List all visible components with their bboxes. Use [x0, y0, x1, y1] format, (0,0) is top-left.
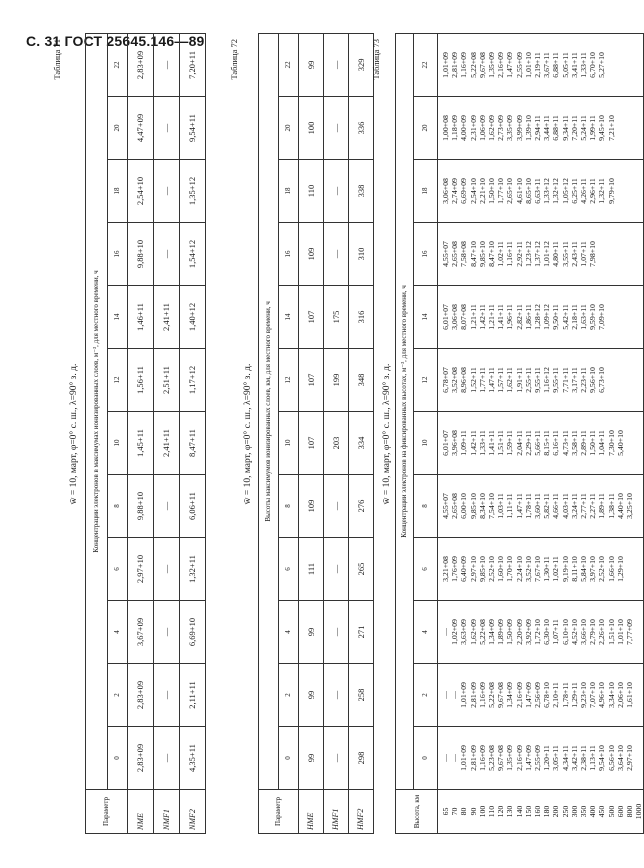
table-71 — [85, 33, 206, 834]
hour-header: 0 — [414, 727, 438, 790]
hour-header: 14 — [279, 286, 299, 349]
cell: 2,11+11 — [180, 664, 206, 727]
hour-header: 18 — [108, 160, 128, 223]
hour-header: 22 — [279, 33, 299, 96]
cell: 2,41+11 — [154, 412, 180, 475]
param-name: HMF2 — [349, 790, 374, 834]
cell: 258 — [349, 664, 374, 727]
hour-header: 16 — [279, 223, 299, 286]
table-row — [349, 33, 374, 833]
cell: 6,06+11 — [180, 475, 206, 538]
cell: — — [324, 475, 349, 538]
cell: 2,54+10 — [128, 160, 154, 223]
column-values: — 1,02+09 3,63+09 1,62+09 5,22+08 1,34+09 1,89+09 1,50+09 2,20+09 3,92+09 1,72+10 6,30+10 1,07+11 6,10+10 4,52+10 3,66+10 2,79+10 2,26+10 1,51+10 1,01+10 7,77+09 — [441, 619, 635, 645]
hour-header: 10 — [414, 412, 438, 475]
table-row — [180, 33, 206, 833]
cell: 298 — [349, 727, 374, 790]
column-values: 4,55+07 2,65+08 6,00+10 9,85+10 8,34+10 7,54+10 1,03+11 1,11+11 1,47+11 1,78+11 3,60+11 5,82+11 4,66+11 4,03+11 3,24+11 2,77+11 2,27+11 1,89+11 1,38+11 4,40+10 3,25+10 — [441, 493, 635, 519]
cell: 99 — [299, 727, 324, 790]
column-values: — — 1,01+09 2,81+09 1,16+09 5,22+08 9,67+08 1,34+09 2,16+09 1,47+09 2,56+09 6,78+10 2,10+11 1,78+11 1,29+11 9,23+10 7,07+10 4,96+10 3,34+10 2,06+10 1,61+10 — [441, 682, 635, 708]
column-values: 6,78+07 3,52+08 8,96+08 1,52+11 1,77+11 1,47+11 1,57+11 1,62+11 1,91+11 2,55+11 9,55+11 1,16+12 9,55+11 7,71+11 3,17+11 2,23+11 9,56+10 6,73+10 — [441, 367, 607, 393]
height-list: 65 70 80 90 100 110 120 130 140 150 160 180 200 250 300 350 400 450 500 600 800 1000 — [441, 803, 644, 820]
hour-header: 22 — [414, 33, 438, 96]
cell: 1,45+11 — [128, 412, 154, 475]
table-row — [324, 33, 349, 833]
table-71-caption: Таблица 71 — [52, 39, 62, 80]
cell: 2,41+11 — [154, 286, 180, 349]
hour-header: 12 — [108, 349, 128, 412]
cell: — — [324, 160, 349, 223]
table-72-caption: Таблица 72 — [229, 39, 239, 80]
cell: — — [154, 475, 180, 538]
table-73 — [395, 33, 644, 834]
hour-header: 6 — [108, 538, 128, 601]
cell: 329 — [349, 33, 374, 96]
param-name: NMF2 — [180, 790, 206, 834]
hour-header: 10 — [108, 412, 128, 475]
hour-header: 10 — [279, 412, 299, 475]
cell: 316 — [349, 286, 374, 349]
cell: 100 — [299, 97, 324, 160]
cell: 4,47+09 — [128, 97, 154, 160]
hour-header: 2 — [279, 664, 299, 727]
cell: — — [324, 223, 349, 286]
cell: 4,35+11 — [180, 727, 206, 790]
cell: 107 — [299, 349, 324, 412]
hour-header: 6 — [414, 538, 438, 601]
cell: 1,56+11 — [128, 349, 154, 412]
table-73-subtitle: Концентрации электронов на фиксированных высотах, м⁻³, для местного времени, ч — [396, 33, 414, 789]
hour-header: 14 — [414, 286, 438, 349]
cell: 338 — [349, 160, 374, 223]
cell: 348 — [349, 349, 374, 412]
table-row — [438, 33, 644, 833]
cell: 336 — [349, 97, 374, 160]
hour-header: 18 — [414, 160, 438, 223]
cell: 99 — [299, 33, 324, 96]
param-header: Параметр — [259, 790, 299, 834]
page-header: С. 31 ГОСТ 25645.146—89 — [26, 33, 205, 49]
table-row — [299, 33, 324, 833]
hour-header: 14 — [108, 286, 128, 349]
cell: 9,88+10 — [128, 475, 154, 538]
height-header: Высота, км — [396, 790, 438, 834]
hour-header: 8 — [279, 475, 299, 538]
cell: 203 — [324, 412, 349, 475]
hour-header: 8 — [414, 475, 438, 538]
cell: 2,83+09 — [128, 664, 154, 727]
cell: 334 — [349, 412, 374, 475]
table-71-title: w̄ = 10, март, φ=0° с. ш., λ=90° з. д. — [69, 363, 79, 505]
cell: 1,35+12 — [180, 160, 206, 223]
cell: 99 — [299, 664, 324, 727]
cell: — — [324, 601, 349, 664]
param-header: Параметр — [86, 790, 128, 834]
hour-header: 20 — [279, 97, 299, 160]
cell: — — [154, 33, 180, 96]
cell: 99 — [299, 601, 324, 664]
hour-header: 4 — [414, 601, 438, 664]
cell: 276 — [349, 475, 374, 538]
cell: — — [324, 97, 349, 160]
hour-header: 4 — [279, 601, 299, 664]
cell: 1,40+12 — [180, 286, 206, 349]
table-73-title: w̄ = 10, март, φ=0° с. ш., λ=90° з. д. — [382, 363, 392, 505]
cell: 109 — [299, 475, 324, 538]
column-values: — — 1,01+09 2,81+09 1,16+09 5,23+08 9,67+08 1,35+09 2,16+09 1,47+09 2,55+09 1,20+11 3,05+11 4,34+11 3,42+11 2,38+11 1,13+11 9,54+10 6,56+10 3,64+10 2,97+10 — [441, 745, 635, 771]
hour-header: 12 — [414, 349, 438, 412]
rotated-tables-area — [50, 34, 644, 834]
cell: — — [154, 601, 180, 664]
cell: — — [154, 727, 180, 790]
cell: 109 — [299, 223, 324, 286]
column-values: 1,00+08 1,18+09 4,00+09 2,31+09 1,06+09 1,62+09 2,73+09 3,35+09 3,99+09 1,39+10 2,94+11 3,44+11 6,88+11 9,34+11 7,20+11 5,24+11 1,99+11 9,45+10 7,21+10 — [441, 115, 616, 141]
table-72 — [258, 33, 374, 834]
hour-header: 2 — [108, 664, 128, 727]
param-name: HMF1 — [324, 790, 349, 834]
cell: 111 — [299, 538, 324, 601]
cell: — — [154, 538, 180, 601]
hour-header: 20 — [414, 97, 438, 160]
cell: 310 — [349, 223, 374, 286]
table-row — [128, 33, 154, 833]
cell: 1,54+12 — [180, 223, 206, 286]
table-72-subtitle: Высоты максимумов ионизированных слоев, км, для местного времени, ч — [259, 33, 279, 789]
cell: 2,83+09 — [128, 727, 154, 790]
table-row — [154, 33, 180, 833]
param-name: HME — [299, 790, 324, 834]
hour-header: 18 — [279, 160, 299, 223]
hour-header: 0 — [108, 727, 128, 790]
cell: 107 — [299, 412, 324, 475]
cell: 2,97+10 — [128, 538, 154, 601]
cell: 175 — [324, 286, 349, 349]
cell: 1,46+11 — [128, 286, 154, 349]
cell: 110 — [299, 160, 324, 223]
hour-header: 16 — [108, 223, 128, 286]
cell: — — [154, 223, 180, 286]
cell: — — [154, 97, 180, 160]
hour-header: 0 — [279, 727, 299, 790]
cell: 9,54+11 — [180, 97, 206, 160]
cell: — — [324, 727, 349, 790]
hour-header: 4 — [108, 601, 128, 664]
column-values: 6,01+07 3,06+08 8,07+08 1,21+11 1,42+11 1,21+11 1,41+11 1,96+11 2,82+11 1,86+11 1,28+12 1,09+12 9,50+11 5,42+11 2,18+11 1,63+11 9,59+10 7,09+10 — [441, 304, 607, 330]
table-73-caption: Таблица 73 — [371, 39, 381, 80]
column-values: 6,01+07 3,96+08 1,09+11 1,42+11 1,33+11 1,41+11 1,51+11 1,59+11 2,04+11 2,29+11 5,66+11 8,15+11 6,16+11 4,73+11 3,58+11 2,89+11 1,50+11 1,04+11 7,30+10 5,40+10 — [441, 430, 625, 456]
cell: 2,83+09 — [128, 33, 154, 96]
hour-header: 20 — [108, 97, 128, 160]
column-values: 1,01+09 2,81+09 1,16+09 5,22+08 9,67+08 1,35+09 2,16+09 1,47+09 2,55+09 1,01+10 2,19+11 3,67+11 6,88+11 5,05+11 3,41+11 1,33+11 6,70+10 5,27+10 — [441, 52, 607, 78]
param-name: NME — [128, 790, 154, 834]
cell: 199 — [324, 349, 349, 412]
cell: 6,69+10 — [180, 601, 206, 664]
hour-header: 16 — [414, 223, 438, 286]
param-name: NMF1 — [154, 790, 180, 834]
cell: — — [324, 33, 349, 96]
cell: 9,88+10 — [128, 223, 154, 286]
table-72-title: w̄ = 10, март, φ=0° с. ш., λ=90° з. д. — [243, 363, 253, 505]
cell: — — [154, 160, 180, 223]
cell: 265 — [349, 538, 374, 601]
hour-header: 22 — [108, 33, 128, 96]
cell: 271 — [349, 601, 374, 664]
cell: 107 — [299, 286, 324, 349]
cell: 8,47+11 — [180, 412, 206, 475]
cell: — — [154, 664, 180, 727]
column-values: 3,06+08 2,74+09 6,69+09 2,54+10 2,21+10 1,50+10 1,77+10 2,65+10 4,61+10 8,65+10 6,63+11 1,33+12 1,32+12 1,05+12 6,25+11 4,26+11 2,96+11 1,32+11 9,79+10 — [441, 178, 616, 204]
cell: 1,32+11 — [180, 538, 206, 601]
table-71-subtitle: Концентрации электронов в максимумах ионизированных слоев, м⁻³, для местного времени, ч — [86, 33, 108, 789]
cell: — — [324, 664, 349, 727]
cell: 7,20+11 — [180, 33, 206, 96]
hour-header: 8 — [108, 475, 128, 538]
column-values: 3,21+08 1,76+09 6,40+09 2,97+10 9,85+10 2,52+10 1,60+10 1,70+10 2,24+10 3,52+10 7,67+10 1,30+11 1,02+11 9,19+10 8,11+10 5,84+10 3,97+10 2,52+10 1,66+10 1,29+10 — [441, 556, 625, 582]
cell: — — [324, 538, 349, 601]
hour-header: 6 — [279, 538, 299, 601]
cell: 2,51+11 — [154, 349, 180, 412]
hour-header: 2 — [414, 664, 438, 727]
column-values: 4,55+07 2,65+08 7,58+08 8,47+10 9,85+10 8,47+10 1,02+11 1,16+11 2,92+11 1,23+12 1,37+12 1,01+12 4,80+11 3,55+11 2,43+11 1,07+11 7,98+10 — [441, 241, 598, 267]
hour-header: 12 — [279, 349, 299, 412]
cell: 3,67+09 — [128, 601, 154, 664]
cell: 1,17+12 — [180, 349, 206, 412]
